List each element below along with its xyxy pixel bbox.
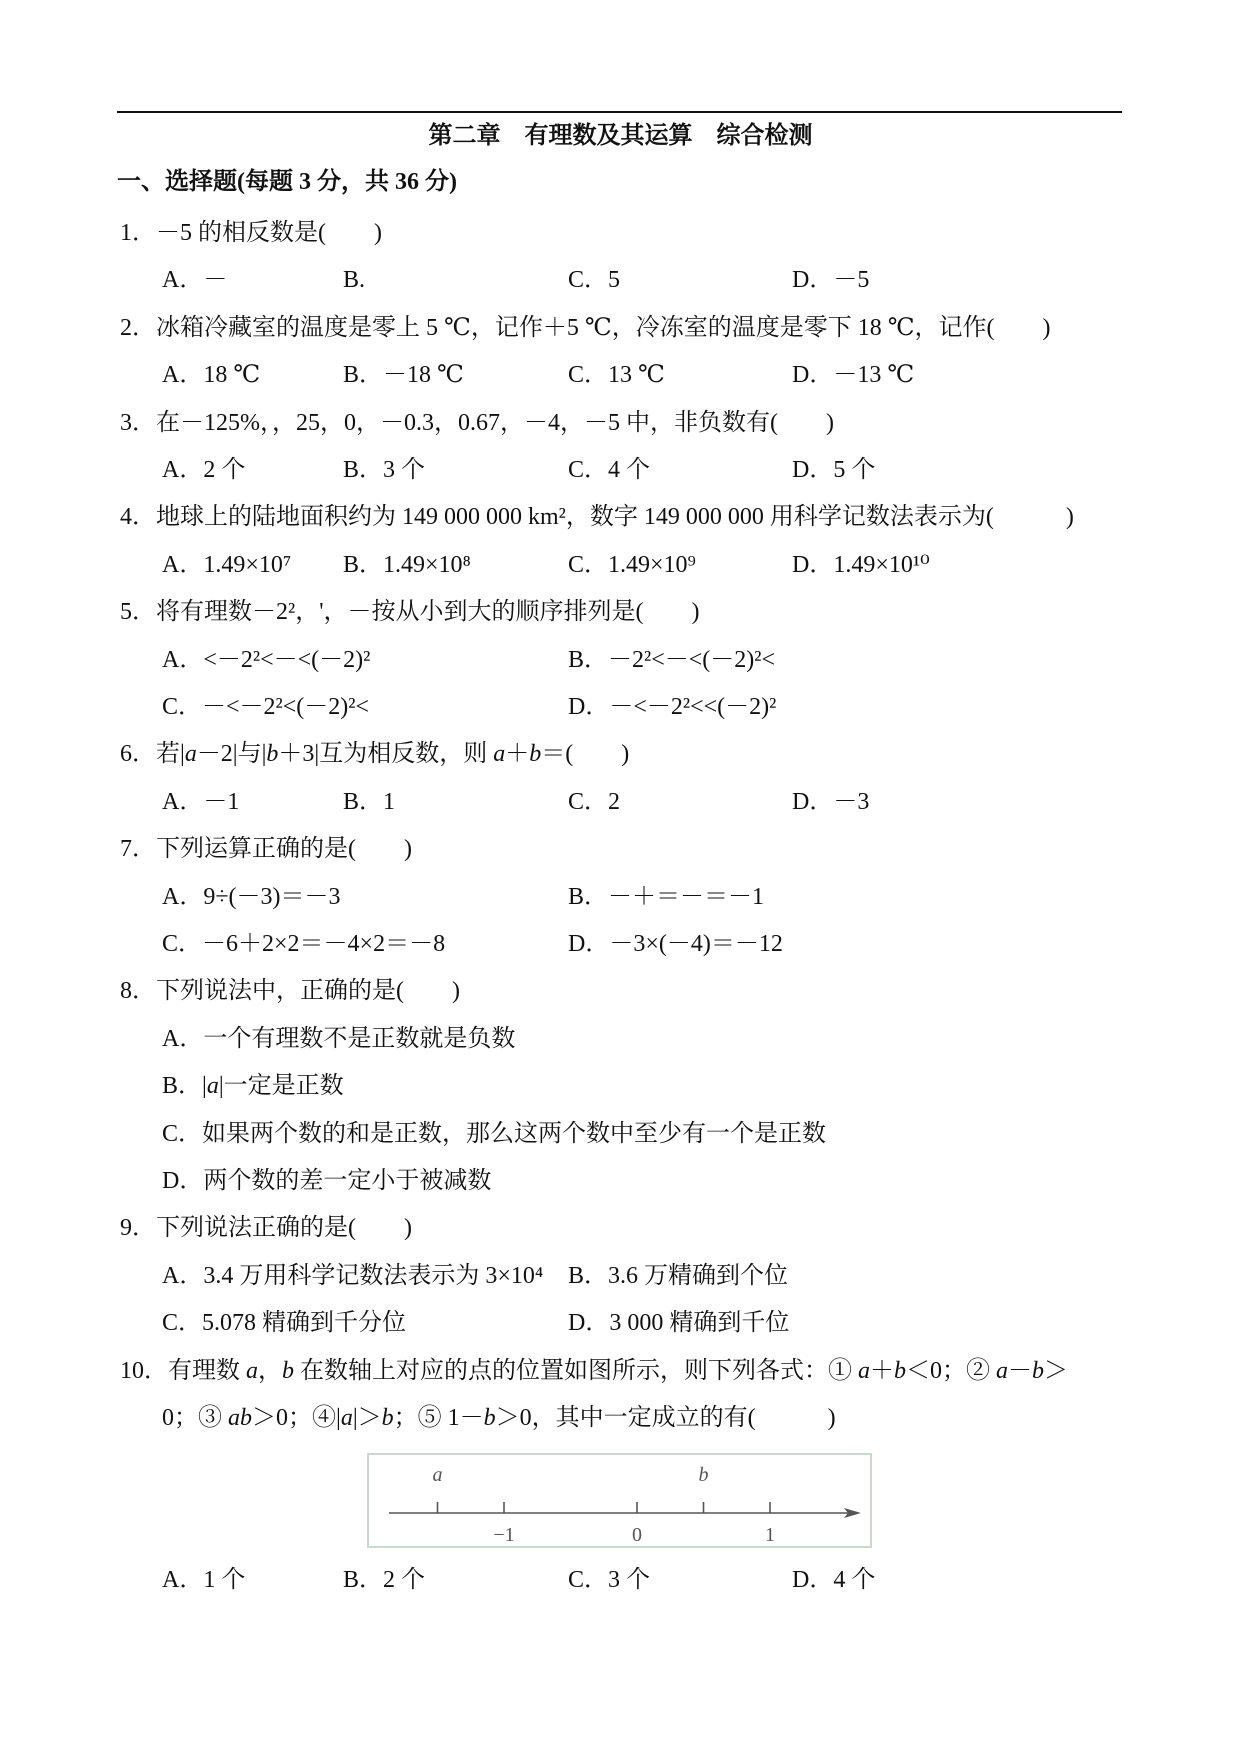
option-c	[162, 1118, 826, 1150]
option-text: 4 个	[608, 457, 651, 483]
option-c	[162, 1307, 406, 1339]
option-a	[162, 881, 341, 913]
option-text: 1.49×10⁸	[383, 552, 471, 578]
question-stem	[120, 407, 834, 439]
option-label: D．	[568, 931, 610, 957]
question-number: 1．	[120, 220, 156, 246]
option-label: D．	[792, 267, 834, 293]
option-text: 13 ℃	[608, 362, 665, 388]
option-d	[792, 454, 875, 486]
option-label: C．	[568, 552, 609, 578]
option-a	[162, 549, 291, 581]
option-d	[568, 691, 776, 723]
option-label: C．	[568, 362, 609, 388]
question-number: 2．	[120, 315, 156, 341]
math-variable: a	[184, 741, 197, 767]
math-variable: b	[282, 1358, 294, 1384]
number-line-label: −1	[493, 1524, 515, 1546]
question-text: －5 的相反数是( )	[156, 220, 382, 246]
option-text: |a|一定是正数	[202, 1073, 344, 1099]
question-number: 3．	[120, 410, 156, 436]
question-stem	[120, 833, 412, 865]
option-a	[162, 359, 260, 391]
option-d	[792, 786, 869, 818]
option-c	[568, 264, 620, 296]
question-stem	[120, 975, 460, 1007]
question-number: 4．	[120, 504, 156, 530]
question-number: 10．	[120, 1358, 168, 1384]
question-text: 将有理数－2²，'，－按从小到大的顺序排列是( )	[156, 599, 700, 625]
option-text: －	[203, 267, 228, 293]
question-number: 9．	[120, 1215, 156, 1241]
option-label: A．	[162, 457, 204, 483]
option-label: C．	[162, 1310, 203, 1336]
figure-frame	[368, 1454, 871, 1547]
question-stem	[120, 501, 1074, 533]
option-text: 5 个	[833, 457, 876, 483]
option-label: C．	[568, 1567, 609, 1593]
option-text: －＋＝－＝－1	[608, 884, 765, 910]
option-text: －<－2²<(－2)²<	[202, 694, 369, 720]
option-a	[162, 1564, 245, 1596]
option-text: 3 个	[383, 457, 426, 483]
option-label: B．	[568, 1263, 609, 1289]
math-variable: a	[246, 1358, 258, 1384]
section-heading: 一、选择题(每题 3 分，共 36 分)	[117, 169, 457, 195]
option-text: 2	[608, 789, 621, 815]
option-b	[568, 881, 764, 913]
option-label: C．	[568, 457, 609, 483]
option-a	[162, 644, 370, 676]
question-text: 在－125%，，25，0，－0.3，0.67，－4，－5 中，非负数有( )	[156, 410, 834, 436]
option-label: A．	[162, 1026, 204, 1052]
option-label: C．	[162, 694, 203, 720]
option-label: A．	[162, 267, 204, 293]
option-label: C．	[162, 931, 203, 957]
option-a	[162, 264, 227, 296]
math-variable: a	[340, 1405, 353, 1431]
option-text: －5	[833, 267, 870, 293]
math-variable: a	[206, 1073, 219, 1099]
option-label: B．	[343, 457, 384, 483]
option-d	[792, 264, 869, 296]
option-label: A．	[162, 647, 204, 673]
option-b	[343, 1564, 425, 1596]
math-variable: a	[493, 741, 506, 767]
option-d	[792, 1564, 875, 1596]
math-variable: b	[483, 1405, 496, 1431]
option-label: A．	[162, 1567, 204, 1593]
number-line-label: 0	[632, 1524, 642, 1546]
option-text: －<－2²<<(－2)²	[609, 694, 777, 720]
option-label: D．	[568, 694, 610, 720]
question-number: 8．	[120, 978, 156, 1004]
option-b	[568, 1260, 788, 1292]
question-text: 有理数 a，b 在数轴上对应的点的位置如图所示，则下列各式：① a＋b＜0；② a－b＞	[168, 1358, 1068, 1384]
option-b	[343, 549, 471, 581]
option-b	[162, 1070, 344, 1102]
option-label: D．	[162, 1168, 204, 1194]
question-text: 地球上的陆地面积约为 149 000 000 km²，数字 149 000 000 用科学记数法表示为( )	[156, 504, 1074, 530]
option-label: A．	[162, 789, 204, 815]
option-text: 1 个	[203, 1567, 246, 1593]
option-d	[162, 1165, 491, 1197]
option-text: 1.49×10⁷	[203, 552, 292, 578]
option-label: C．	[568, 789, 609, 815]
option-a	[162, 1023, 515, 1055]
option-label: D．	[792, 362, 834, 388]
option-label: A．	[162, 1263, 204, 1289]
question-text: 下列说法正确的是( )	[156, 1215, 412, 1241]
math-variable: b	[529, 741, 542, 767]
option-b	[343, 359, 464, 391]
option-label: B．	[343, 362, 384, 388]
option-c	[568, 549, 696, 581]
option-label: B．	[568, 884, 609, 910]
option-a	[162, 454, 245, 486]
option-a	[162, 1260, 543, 1292]
question-text: 下列说法中，正确的是( )	[156, 978, 460, 1004]
question-stem	[120, 1212, 412, 1244]
option-text: －3×(－4)＝－12	[609, 931, 783, 957]
question-stem-continued: 0；③ ab＞0；④|a|＞b；⑤ 1－b＞0，其中一定成立的有( )	[162, 1405, 836, 1431]
option-text: 18 ℃	[203, 362, 261, 388]
option-label: B．	[343, 552, 384, 578]
question-number: 7．	[120, 836, 156, 862]
option-d	[568, 1307, 789, 1339]
page-title: 第二章 有理数及其运算 综合检测	[428, 123, 813, 149]
option-text: 1	[383, 789, 396, 815]
option-label: D．	[792, 552, 834, 578]
question-stem	[120, 217, 382, 249]
question-text: 若|a－2|与|b＋3|互为相反数，则 a＋b＝( )	[156, 741, 630, 767]
header-rule	[117, 111, 1122, 113]
option-text: 3.4 万用科学记数法表示为 3×10⁴	[203, 1263, 544, 1289]
option-c	[162, 691, 369, 723]
math-variable: b	[1032, 1358, 1044, 1384]
option-b	[568, 644, 775, 676]
option-label: C．	[162, 1121, 203, 1147]
option-d	[568, 928, 783, 960]
option-text: －3	[833, 789, 870, 815]
option-text: 2 个	[203, 457, 246, 483]
option-d	[792, 549, 930, 581]
option-text: <－2²<－<(－2)²	[203, 647, 371, 673]
option-text: 5	[608, 267, 621, 293]
number-line-label: a	[432, 1464, 443, 1486]
number-line-figure	[367, 1453, 872, 1548]
option-text: 4 个	[833, 1567, 876, 1593]
option-b	[343, 454, 425, 486]
option-text: 9÷(－3)＝－3	[203, 884, 341, 910]
option-label: A．	[162, 362, 204, 388]
question-text: 冰箱冷藏室的温度是零上 5 ℃，记作＋5 ℃，冷冻室的温度是零下 18 ℃，记作( )	[156, 315, 1051, 341]
option-text: 2 个	[383, 1567, 426, 1593]
option-label: B.	[343, 267, 366, 293]
option-label: A．	[162, 884, 204, 910]
option-c	[568, 1564, 650, 1596]
math-variable: b	[894, 1358, 906, 1384]
option-text: －18 ℃	[383, 362, 464, 388]
option-label: D．	[792, 789, 834, 815]
option-text: 一个有理数不是正数就是负数	[203, 1026, 516, 1052]
option-text: 5.078 精确到千分位	[202, 1310, 407, 1336]
question-number: 5．	[120, 599, 156, 625]
question-number: 6．	[120, 741, 156, 767]
math-variable: ab	[228, 1405, 252, 1431]
option-label: D．	[792, 1567, 834, 1593]
option-text: －1	[203, 789, 240, 815]
question-stem	[120, 738, 629, 770]
option-text: 如果两个数的和是正数，那么这两个数中至少有一个是正数	[202, 1121, 827, 1147]
option-text: －13 ℃	[833, 362, 915, 388]
option-a	[162, 786, 239, 818]
option-text: 3 个	[608, 1567, 651, 1593]
option-label: D．	[568, 1310, 610, 1336]
question-stem	[120, 312, 1051, 344]
option-b	[343, 786, 395, 818]
option-text: 两个数的差一定小于被减数	[203, 1168, 492, 1194]
option-label: B．	[568, 647, 609, 673]
question-text: 下列运算正确的是( )	[156, 836, 412, 862]
option-label: B．	[343, 789, 384, 815]
question-stem	[120, 596, 700, 628]
number-line-label: b	[698, 1464, 709, 1486]
option-label: A．	[162, 552, 204, 578]
option-b	[343, 264, 365, 296]
option-label: C．	[568, 267, 609, 293]
option-c	[568, 359, 665, 391]
number-line-label: 1	[765, 1524, 775, 1546]
question-stem	[120, 1355, 1068, 1387]
math-variable: a	[858, 1358, 870, 1384]
option-c	[162, 928, 445, 960]
math-variable: b	[381, 1405, 394, 1431]
math-variable: a	[996, 1358, 1008, 1384]
option-label: B．	[162, 1073, 203, 1099]
option-label: B．	[343, 1567, 384, 1593]
option-c	[568, 786, 620, 818]
option-text: 1.49×10¹⁰	[833, 552, 930, 578]
option-text: 1.49×10⁹	[608, 552, 696, 578]
option-text: －6＋2×2＝－4×2＝－8	[202, 931, 446, 957]
math-variable: b	[266, 741, 279, 767]
option-text: 3.6 万精确到个位	[608, 1263, 789, 1289]
option-text: 3 000 精确到千位	[609, 1310, 790, 1336]
option-d	[792, 359, 914, 391]
option-label: D．	[792, 457, 834, 483]
option-c	[568, 454, 650, 486]
option-text: －2²<－<(－2)²<	[608, 647, 775, 673]
